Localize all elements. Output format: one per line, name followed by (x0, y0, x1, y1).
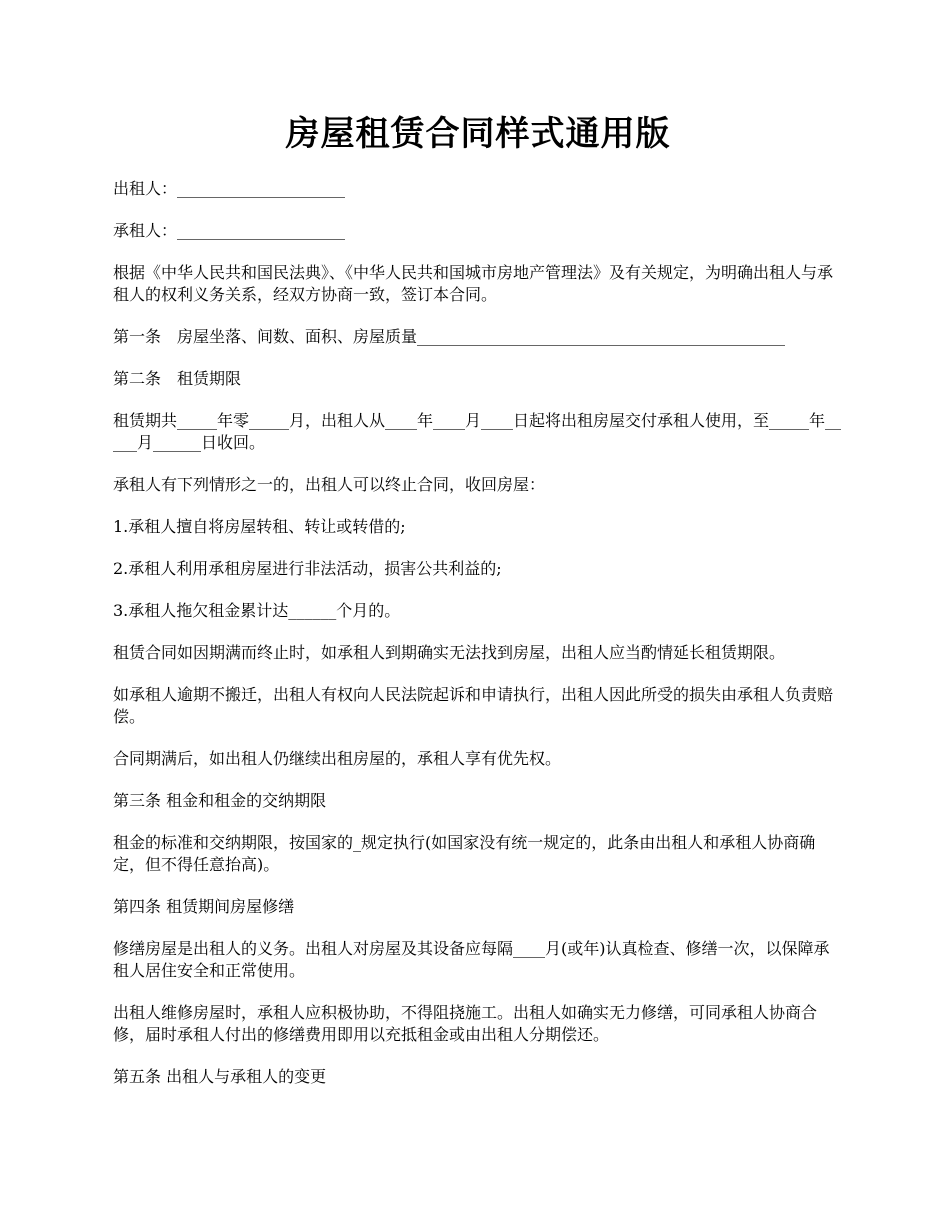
lessor-line: 出租人：_____________________ (113, 179, 346, 198)
preamble-paragraph: 根据《中华人民共和国民法典》、《中华人民共和国城市房地产管理法》及有关规定，为明确出租人与承租人的权利义务关系，经双方协商一致，签订本合同。 (113, 263, 834, 304)
repair-duty-paragraph: 修缮房屋是出租人的义务。出租人对房屋及其设备应每隔____月(或年)认真检查、修缮一次，以保障承租人居住安全和正常使用。 (113, 939, 830, 980)
expiry-extension-paragraph: 租赁合同如因期满而终止时，如承租人到期确实无法找到房屋，出租人应当酌情延长租赁期限。 (113, 643, 786, 662)
priority-right-paragraph: 合同期满后，如出租人仍继续出租房屋的，承租人享有优先权。 (113, 749, 562, 768)
overdue-move-paragraph: 如承租人逾期不搬迁，出租人有权向人民法院起诉和申请执行，出租人因此所受的损失由承租人负责赔偿。 (113, 685, 834, 726)
lease-term-paragraph: 租赁期共_____年零_____月，出租人从____年____月____日起将出租房屋交付承租人使用，至_____年_____月______日收回。 (113, 411, 842, 452)
document-page (113, 110, 843, 1108)
article-3-heading: 第三条 租金和租金的交纳期限 (113, 791, 327, 810)
termination-item-3: 3.承租人拖欠租金累计达______个月的。 (113, 601, 401, 620)
article-2-heading: 第二条 租赁期限 (113, 369, 242, 388)
repair-cooperation-paragraph: 出租人维修房屋时，承租人应积极协助，不得阻挠施工。出租人如确实无力修缮，可同承租人协商合修，届时承租人付出的修缮费用即用以充抵租金或由出租人分期偿还。 (113, 1003, 818, 1044)
article-4-heading: 第四条 租赁期间房屋修缮 (113, 897, 295, 916)
termination-item-1: 1.承租人擅自将房屋转租、转让或转借的; (113, 517, 406, 536)
termination-item-2: 2.承租人利用承租房屋进行非法活动，损害公共利益的; (113, 559, 502, 578)
document-title: 房屋租赁合同样式通用版 (285, 114, 671, 154)
lessee-line: 承租人：_____________________ (113, 221, 346, 240)
rent-standard-paragraph: 租金的标准和交纳期限，按国家的_规定执行(如国家没有统一规定的，此条由出租人和承租人协商确定，但不得任意抬高)。 (113, 833, 816, 874)
article-5-heading: 第五条 出租人与承租人的变更 (113, 1067, 327, 1086)
termination-intro-paragraph: 承租人有下列情形之一的，出租人可以终止合同，收回房屋： (113, 475, 546, 494)
article-1-heading: 第一条 房屋坐落、间数、面积、房屋质量______________________________________________ (113, 327, 786, 346)
